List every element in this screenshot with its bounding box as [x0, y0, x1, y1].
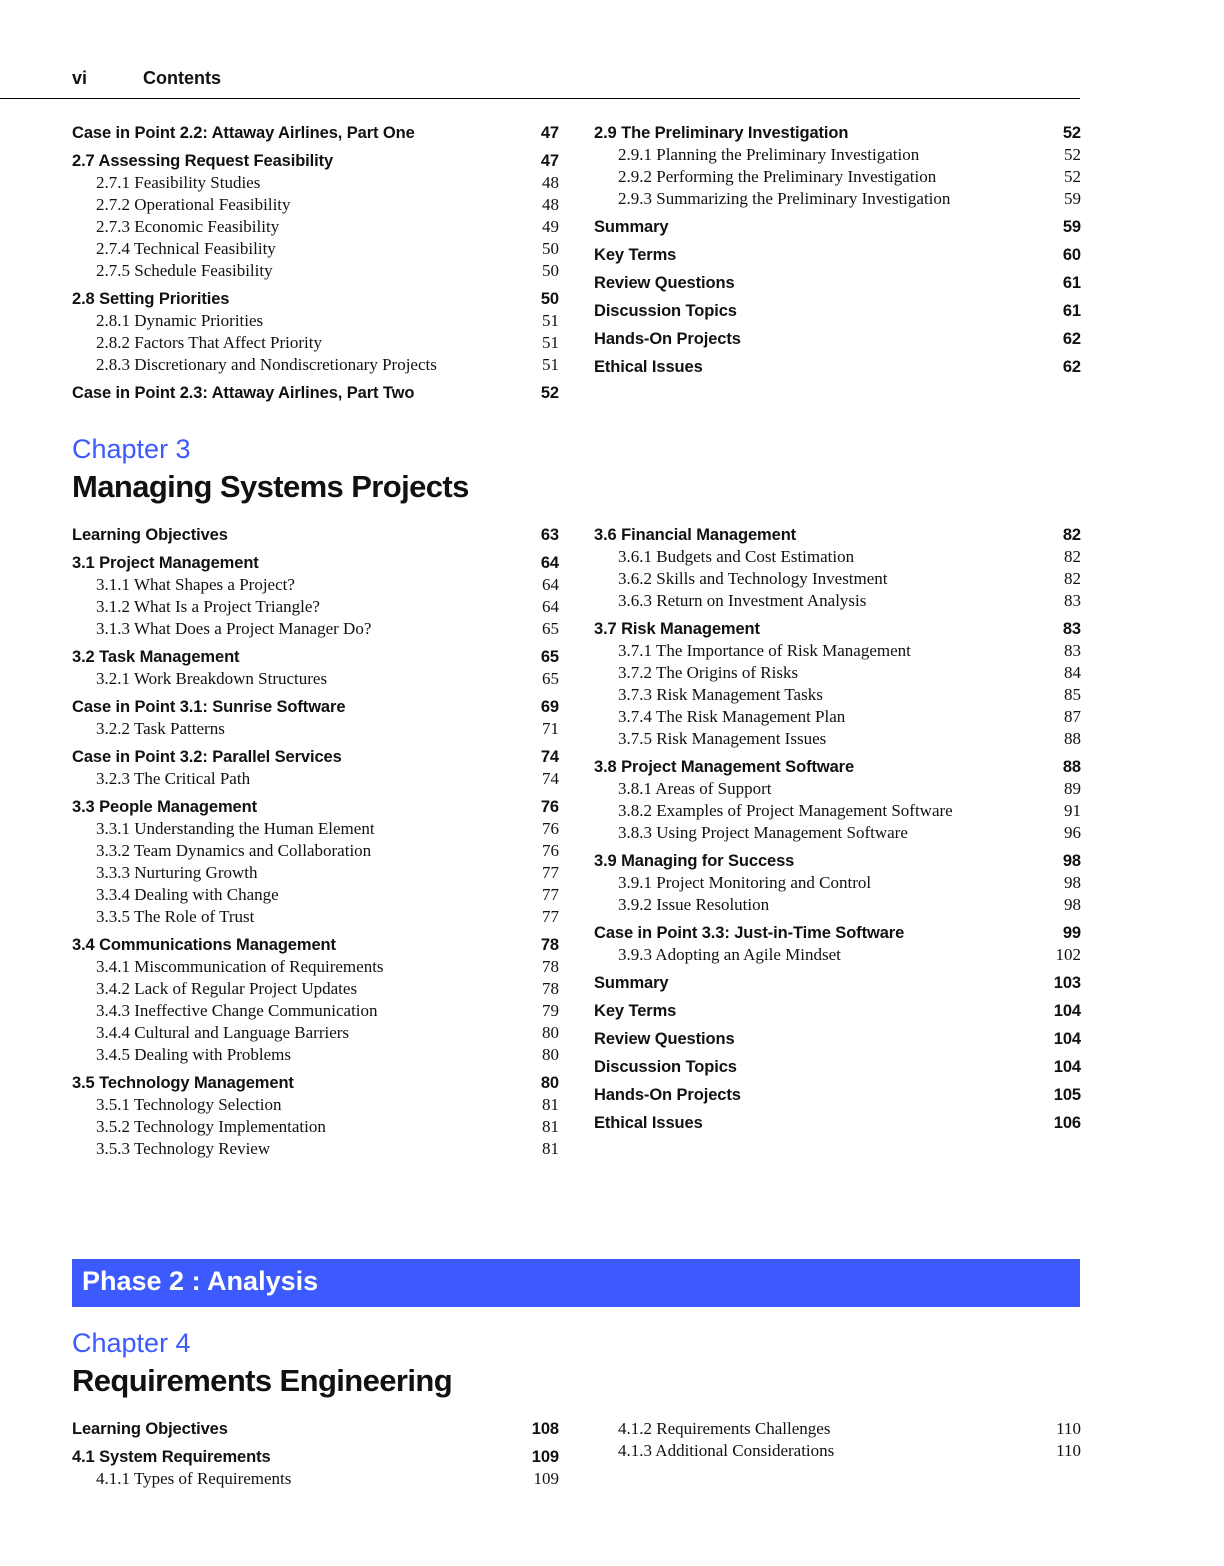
toc-page-number: 103 [1053, 974, 1081, 992]
toc-page-number: 76 [542, 819, 559, 838]
toc-entry [72, 122, 559, 144]
toc-page-number: 47 [540, 152, 559, 170]
toc-page-number: 104 [1053, 1058, 1081, 1076]
toc-entry-label: 3.3.1 Understanding the Human Element [96, 819, 375, 838]
toc-page-number: 102 [1055, 945, 1081, 964]
toc-entry [72, 552, 559, 574]
toc-page-number: 47 [540, 124, 559, 142]
toc-entry [72, 934, 559, 956]
toc-page-number: 52 [540, 384, 559, 402]
toc-entry-label: 3.2.3 The Critical Path [96, 769, 251, 788]
toc-page-number: 69 [540, 698, 559, 716]
toc-entry-label: 3.7.3 Risk Management Tasks [618, 685, 823, 704]
toc-page-number: 76 [540, 798, 559, 816]
toc-subentry [72, 574, 559, 596]
toc-page-number: 50 [542, 239, 559, 258]
toc-subentry [72, 718, 559, 740]
toc-page-number: 52 [1062, 124, 1081, 142]
page-number: vi [72, 68, 88, 88]
toc-entry-label: 2.9.2 Performing the Preliminary Investigation [618, 167, 937, 186]
toc-entry-label: Key Terms [594, 1002, 677, 1020]
toc-entry-label: 3.9 Managing for Success [594, 852, 795, 870]
toc-page-number: 74 [542, 769, 559, 788]
chapter-title: Requirements Engineering [72, 1363, 453, 1398]
toc-entry-label: 3.5 Technology Management [72, 1074, 294, 1092]
toc-page-number: 81 [542, 1095, 559, 1114]
toc-entry-label: 2.8.2 Factors That Affect Priority [96, 333, 323, 352]
toc-page-number: 91 [1064, 801, 1081, 820]
toc-subentry [72, 1468, 559, 1490]
toc-entry-label: 2.9.1 Planning the Preliminary Investigation [618, 145, 920, 164]
toc-entry [72, 524, 559, 546]
toc-subentry [72, 172, 559, 194]
toc-entry [594, 1000, 1081, 1022]
toc-subentry [594, 894, 1081, 916]
toc-entry [72, 382, 559, 404]
toc-subentry [72, 260, 559, 282]
toc-page-number: 106 [1053, 1114, 1081, 1132]
toc-entry-label: Case in Point 3.1: Sunrise Software [72, 698, 346, 716]
toc-page-number: 62 [1062, 330, 1081, 348]
toc-entry [72, 746, 559, 768]
toc-entry-label: 3.4.5 Dealing with Problems [96, 1045, 292, 1064]
toc-subentry [72, 818, 559, 840]
toc-subentry [72, 194, 559, 216]
toc-entry [594, 1084, 1081, 1106]
toc-subentry [594, 590, 1081, 612]
toc-page-number: 48 [542, 173, 559, 192]
toc-entry-label: Discussion Topics [594, 1058, 737, 1076]
toc-subentry [594, 800, 1081, 822]
toc-page-number: 77 [542, 863, 559, 882]
toc-entry-label: 3.4.2 Lack of Regular Project Updates [96, 979, 358, 998]
toc-page-number: 82 [1064, 569, 1081, 588]
toc-entry-label: 3.3.5 The Role of Trust [96, 907, 255, 926]
chapter-label: Chapter 4 [72, 1328, 191, 1358]
toc-page-number: 83 [1064, 591, 1081, 610]
toc-page-number: 105 [1053, 1086, 1081, 1104]
toc-entry-label: Ethical Issues [594, 1114, 703, 1132]
toc-page-number: 80 [542, 1045, 559, 1064]
toc-page-number: 79 [542, 1001, 559, 1020]
toc-subentry [594, 684, 1081, 706]
toc-page-number: 88 [1064, 729, 1081, 748]
toc-subentry [594, 944, 1081, 966]
toc-column [72, 1418, 559, 1490]
toc-page-number: 76 [542, 841, 559, 860]
toc-page-number: 83 [1064, 641, 1081, 660]
toc-subentry [594, 872, 1081, 894]
toc-page-number: 84 [1064, 663, 1081, 682]
toc-page-number: 78 [542, 957, 559, 976]
toc-subentry [72, 1044, 559, 1066]
toc-entry [72, 1446, 559, 1468]
chapter-label: Chapter 3 [72, 434, 191, 464]
toc-entry [594, 328, 1081, 350]
toc-page-number: 51 [542, 333, 559, 352]
toc-entry-label: Learning Objectives [72, 1420, 228, 1438]
toc-page-number: 85 [1064, 685, 1081, 704]
toc-entry-label: 3.2 Task Management [72, 648, 240, 666]
toc-entry-label: 3.7.1 The Importance of Risk Management [618, 641, 911, 660]
toc-page-number: 63 [540, 526, 559, 544]
toc-subentry [594, 1440, 1081, 1462]
toc-entry-label: 2.7.4 Technical Feasibility [96, 239, 276, 258]
toc-entry-label: 3.6.1 Budgets and Cost Estimation [618, 547, 855, 566]
toc-entry-label: 3.9.2 Issue Resolution [618, 895, 770, 914]
toc-entry [594, 922, 1081, 944]
toc-subentry [594, 546, 1081, 568]
toc-subentry [72, 906, 559, 928]
toc-column [72, 122, 559, 404]
toc-page-number: 110 [1056, 1441, 1081, 1460]
toc-page-number: 61 [1062, 302, 1081, 320]
toc-subentry [72, 884, 559, 906]
toc-entry-label: 3.8 Project Management Software [594, 758, 855, 776]
toc-page-number: 109 [531, 1448, 559, 1466]
toc-entry-label: 3.4.3 Ineffective Change Communication [96, 1001, 378, 1020]
toc-page-number: 49 [542, 217, 559, 236]
toc-page-number: 62 [1062, 358, 1081, 376]
phase-banner [72, 1259, 1080, 1307]
toc-page-number: 83 [1062, 620, 1081, 638]
toc-entry-label: Learning Objectives [72, 526, 228, 544]
toc-entry-label: Summary [594, 218, 669, 236]
toc-subentry [72, 1022, 559, 1044]
toc-column [594, 122, 1081, 378]
toc-page-number: 64 [542, 597, 559, 616]
toc-page-number: 104 [1053, 1030, 1081, 1048]
toc-entry-label: Case in Point 2.2: Attaway Airlines, Part One [72, 124, 415, 142]
toc-page-number: 48 [542, 195, 559, 214]
toc-entry-label: 3.1.2 What Is a Project Triangle? [96, 597, 320, 616]
toc-entry-label: Hands-On Projects [594, 330, 741, 348]
toc-subentry [594, 728, 1081, 750]
toc-entry [594, 756, 1081, 778]
toc-page-number: 110 [1056, 1419, 1081, 1438]
toc-page-number: 98 [1064, 873, 1081, 892]
toc-page-number: 59 [1064, 189, 1081, 208]
toc-page-number: 50 [540, 290, 559, 308]
toc-page-number: 60 [1062, 246, 1081, 264]
toc-page-number: 89 [1064, 779, 1081, 798]
toc-page-number: 108 [531, 1420, 559, 1438]
toc-entry [72, 1072, 559, 1094]
toc-entry-label: 2.7.3 Economic Feasibility [96, 217, 280, 236]
toc-entry-label: 2.9 The Preliminary Investigation [594, 124, 849, 142]
toc-subentry [594, 144, 1081, 166]
toc-entry-label: 3.4 Communications Management [72, 936, 336, 954]
toc-entry-label: 2.8.3 Discretionary and Nondiscretionary Projects [96, 355, 437, 374]
toc-entry [594, 300, 1081, 322]
toc-subentry [72, 216, 559, 238]
toc-page-number: 82 [1062, 526, 1081, 544]
toc-page-number: 77 [542, 907, 559, 926]
toc-entry-label: 3.9.3 Adopting an Agile Mindset [618, 945, 841, 964]
toc-entry-label: 3.1.1 What Shapes a Project? [96, 575, 295, 594]
toc-entry-label: 3.4.1 Miscommunication of Requirements [96, 957, 384, 976]
toc-entry [594, 244, 1081, 266]
toc-entry-label: 3.4.4 Cultural and Language Barriers [96, 1023, 350, 1042]
toc-entry-label: 3.9.1 Project Monitoring and Control [618, 873, 872, 892]
toc-subentry [72, 354, 559, 376]
toc-entry-label: 3.6.2 Skills and Technology Investment [618, 569, 888, 588]
phase-title: Phase 2 : Analysis [82, 1266, 319, 1296]
toc-entry [72, 696, 559, 718]
toc-entry [72, 796, 559, 818]
toc-entry-label: Hands-On Projects [594, 1086, 741, 1104]
toc-subentry [72, 978, 559, 1000]
toc-page-number: 80 [540, 1074, 559, 1092]
toc-page-number: 51 [542, 355, 559, 374]
toc-page-number: 59 [1062, 218, 1081, 236]
toc-subentry [594, 822, 1081, 844]
toc-subentry [594, 662, 1081, 684]
toc-page-number: 71 [542, 719, 559, 738]
toc-entry-label: 3.3.3 Nurturing Growth [96, 863, 258, 882]
toc-entry-label: 3.7.5 Risk Management Issues [618, 729, 827, 748]
toc-page-number: 78 [542, 979, 559, 998]
toc-subentry [72, 1138, 559, 1160]
toc-entry [594, 1028, 1081, 1050]
toc-page-number: 98 [1064, 895, 1081, 914]
toc-entry-label: 3.8.3 Using Project Management Software [618, 823, 908, 842]
toc-entry-label: Case in Point 2.3: Attaway Airlines, Part Two [72, 384, 415, 402]
toc-subentry [72, 840, 559, 862]
toc-entry-label: 3.5.2 Technology Implementation [96, 1117, 326, 1136]
toc-subentry [594, 188, 1081, 210]
toc-subentry [72, 332, 559, 354]
toc-entry-label: Summary [594, 974, 669, 992]
toc-page-number: 64 [540, 554, 559, 572]
toc-subentry [72, 618, 559, 640]
toc-entry [594, 122, 1081, 144]
toc-subentry [594, 568, 1081, 590]
toc-entry-label: 2.9.3 Summarizing the Preliminary Investigation [618, 189, 951, 208]
toc-page-number: 96 [1064, 823, 1081, 842]
toc-entry [594, 272, 1081, 294]
toc-entry-label: 4.1.3 Additional Considerations [618, 1441, 835, 1460]
toc-column [72, 524, 559, 1160]
toc-entry-label: 2.7 Assessing Request Feasibility [72, 152, 334, 170]
toc-entry [594, 1112, 1081, 1134]
toc-page-number: 65 [542, 619, 559, 638]
toc-entry-label: 2.8 Setting Priorities [72, 290, 230, 308]
toc-page-number: 65 [542, 669, 559, 688]
toc-entry [594, 1056, 1081, 1078]
running-title: Contents [143, 68, 221, 88]
toc-subentry [72, 1116, 559, 1138]
toc-entry-label: Case in Point 3.2: Parallel Services [72, 748, 342, 766]
toc-page-number: 52 [1064, 167, 1081, 186]
toc-entry-label: 4.1.1 Types of Requirements [96, 1469, 292, 1488]
toc-entry-label: 3.1.3 What Does a Project Manager Do? [96, 619, 372, 638]
toc-page-number: 98 [1062, 852, 1081, 870]
toc-page-number: 81 [542, 1117, 559, 1136]
toc-page-number: 77 [542, 885, 559, 904]
toc-entry-label: Discussion Topics [594, 302, 737, 320]
toc-subentry [594, 778, 1081, 800]
toc-entry [72, 288, 559, 310]
toc-subentry [72, 768, 559, 790]
toc-page-number: 64 [542, 575, 559, 594]
toc-entry-label: 4.1 System Requirements [72, 1448, 271, 1466]
toc-entry [594, 972, 1081, 994]
toc-subentry [72, 596, 559, 618]
toc-subentry [594, 706, 1081, 728]
toc-entry [72, 1418, 559, 1440]
toc-page-number: 78 [540, 936, 559, 954]
toc-entry-label: Ethical Issues [594, 358, 703, 376]
toc-entry-label: 3.3.4 Dealing with Change [96, 885, 279, 904]
toc-entry-label: 2.7.5 Schedule Feasibility [96, 261, 273, 280]
toc-entry [594, 524, 1081, 546]
toc-entry-label: 2.8.1 Dynamic Priorities [96, 311, 264, 330]
toc-page-number: 104 [1053, 1002, 1081, 1020]
toc-subentry [72, 1000, 559, 1022]
toc-entry-label: 3.6 Financial Management [594, 526, 797, 544]
toc-page-number: 65 [540, 648, 559, 666]
toc-page-number: 82 [1064, 547, 1081, 566]
toc-entry [594, 850, 1081, 872]
toc-page-number: 52 [1064, 145, 1081, 164]
toc-entry-label: 3.3.2 Team Dynamics and Collaboration [96, 841, 372, 860]
toc-entry-label: 3.2.1 Work Breakdown Structures [96, 669, 328, 688]
toc-entry-label: 3.7.4 The Risk Management Plan [618, 707, 846, 726]
toc-column [594, 1418, 1081, 1462]
header-rule [0, 98, 1080, 99]
toc-entry [594, 356, 1081, 378]
toc-entry [72, 646, 559, 668]
toc-page-number: 81 [542, 1139, 559, 1158]
toc-column [594, 524, 1081, 1134]
toc-page-number: 109 [533, 1469, 559, 1488]
toc-entry [72, 150, 559, 172]
toc-entry-label: Key Terms [594, 246, 677, 264]
toc-entry-label: 3.8.2 Examples of Project Management Software [618, 801, 953, 820]
toc-page-number: 51 [542, 311, 559, 330]
running-header [72, 68, 1080, 98]
toc-page-number: 88 [1062, 758, 1081, 776]
toc-page-number: 50 [542, 261, 559, 280]
toc-subentry [72, 956, 559, 978]
toc-subentry [594, 166, 1081, 188]
toc-entry-label: 3.7 Risk Management [594, 620, 760, 638]
toc-entry-label: 4.1.2 Requirements Challenges [618, 1419, 831, 1438]
toc-subentry [72, 238, 559, 260]
toc-entry-label: 3.8.1 Areas of Support [618, 779, 772, 798]
toc-entry-label: Review Questions [594, 1030, 735, 1048]
toc-entry-label: 3.5.3 Technology Review [96, 1139, 271, 1158]
toc-entry [594, 618, 1081, 640]
toc-entry-label: 3.2.2 Task Patterns [96, 719, 225, 738]
toc-page-number: 87 [1064, 707, 1081, 726]
toc-entry-label: Review Questions [594, 274, 735, 292]
toc-page-number: 61 [1062, 274, 1081, 292]
toc-page-number: 99 [1062, 924, 1081, 942]
toc-entry [594, 216, 1081, 238]
toc-entry-label: 3.5.1 Technology Selection [96, 1095, 282, 1114]
toc-entry-label: 3.7.2 The Origins of Risks [618, 663, 799, 682]
chapter-title: Managing Systems Projects [72, 469, 469, 504]
toc-subentry [72, 862, 559, 884]
toc-subentry [594, 1418, 1081, 1440]
toc-entry-label: 3.3 People Management [72, 798, 257, 816]
toc-entry-label: Case in Point 3.3: Just-in-Time Software [594, 924, 905, 942]
toc-entry-label: 3.1 Project Management [72, 554, 259, 572]
toc-subentry [72, 310, 559, 332]
toc-entry-label: 3.6.3 Return on Investment Analysis [618, 591, 867, 610]
toc-subentry [72, 1094, 559, 1116]
toc-entry-label: 2.7.1 Feasibility Studies [96, 173, 261, 192]
toc-subentry [72, 668, 559, 690]
toc-page-number: 74 [540, 748, 559, 766]
toc-page-number: 80 [542, 1023, 559, 1042]
toc-entry-label: 2.7.2 Operational Feasibility [96, 195, 291, 214]
toc-subentry [594, 640, 1081, 662]
